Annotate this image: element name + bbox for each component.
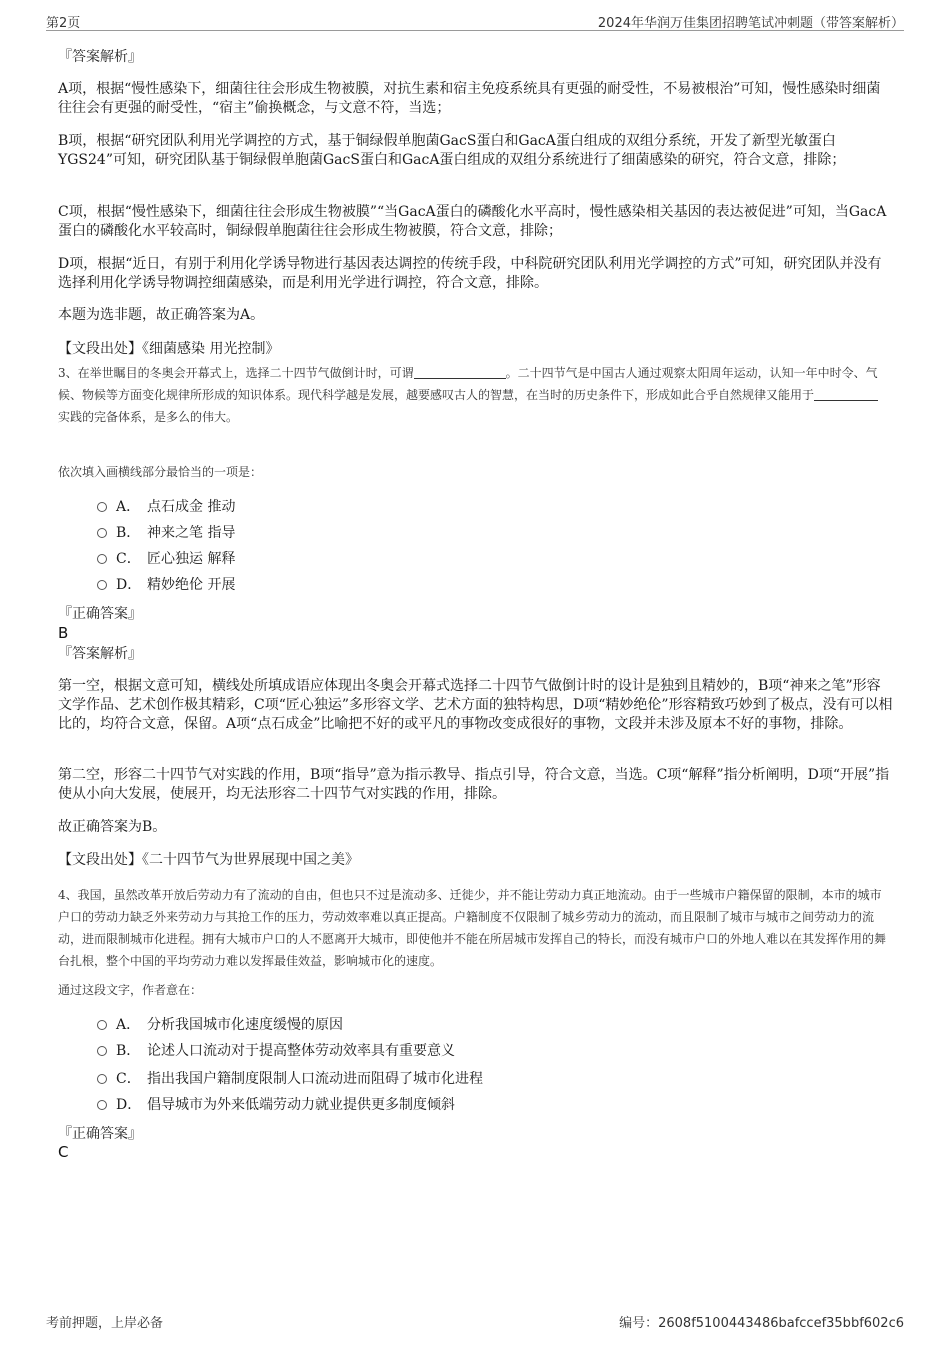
option-a[interactable]: A． 分析我国城市化速度缓慢的原因 — [97, 1015, 343, 1035]
stem-part-2: 。二十四节气是中国古人通过观察太阳周年运动，认知一年中时令、气候、物候等方面变化规律所形成的知识体系。现代科学越是发展，越要感叹古人的智慧，在当时的历史条件下，形成如此合乎自然规律又能用于 — [58, 366, 878, 402]
analysis-paragraph-a: A项，根据“慢性感染下，细菌往往会形成生物被膜，对抗生素和宿主免疫系统具有更强的耐受性，不易被根治”可知，慢性感染时细菌往往会有更强的耐受性，“宿主”偷换概念，与文意不符，当选； — [58, 81, 881, 116]
radio-icon[interactable] — [97, 1074, 107, 1084]
option-b[interactable]: B． 论述人口流动对于提高整体劳动效率具有重要意义 — [97, 1041, 455, 1061]
radio-icon[interactable] — [97, 502, 107, 512]
stem-part-3: 实践的完备体系，是多么的伟大。 — [58, 410, 239, 424]
document-id: 编号：2608f5100443486bafccef35bbf602c6 — [619, 1316, 904, 1331]
option-d[interactable]: D． 精妙绝伦 开展 — [97, 575, 235, 595]
page-number: 第2页 — [46, 16, 81, 31]
question-3-prompt: 依次填入画横线部分最恰当的一项是： — [58, 465, 263, 479]
document-title: 2024年华润万佳集团招聘笔试冲刺题（带答案解析） — [597, 16, 904, 31]
correct-answer: B — [58, 624, 69, 642]
option-c[interactable]: C． 指出我国户籍制度限制人口流动进而阻碍了城市化进程 — [97, 1069, 483, 1089]
source-citation: 【文段出处】《细菌感染 用光控制》 — [58, 341, 280, 357]
question-4-stem: 4、我国，虽然改革开放后劳动力有了流动的自由，但也只不过是流动多、迁徙少，并不能让劳动力真正地流动。由于一些城市户籍保留的限制，本市的城市户口的劳动力缺乏外来劳动力与其抢工作的压力，劳动效率难以真正提高。户籍制度不仅限制了城乡劳动力的流动，而且限制了城市与城市之间劳动力的流动，进而限制城市化进程。拥有大城市户口的人不愿离开大城市，即使他并不能在所居城市发挥自己的特长，而没有城市户口的外地人难以在其发挥作用的舞台扎根，整个中国的平均劳动力难以发挥最佳效益，影响城市化的速度。 — [58, 888, 887, 968]
analysis-label: 『答案解析』 — [58, 646, 142, 662]
page-footer — [46, 1312, 904, 1332]
radio-icon[interactable] — [97, 1046, 107, 1056]
conclusion: 故正确答案为B。 — [58, 819, 167, 835]
source-citation: 【文段出处】《二十四节气为世界展现中国之美》 — [58, 852, 359, 868]
correct-answer-label: 『正确答案』 — [58, 1126, 142, 1142]
analysis-label: 『答案解析』 — [58, 49, 142, 65]
analysis-paragraph-2: 第二空，形容二十四节气对实践的作用，B项“指导”意为指示教导、指点引导，符合文意，当选。C项“解释”指分析阐明，D项“开展”指使从小向大发展，使展开，均无法形容二十四节气对实践的作用，排除。 — [58, 767, 890, 802]
option-d[interactable]: D． 倡导城市为外来低端劳动力就业提供更多制度倾斜 — [97, 1095, 455, 1115]
analysis-paragraph-c: C项，根据“慢性感染下，细菌往往会形成生物被膜”“当GacA蛋白的磷酸化水平高时，慢性感染相关基因的表达被促进”可知，当GacA蛋白的磷酸化水平较高时，铜绿假单胞菌往往会形成生物被膜，符合文意，排除； — [58, 204, 887, 239]
radio-icon[interactable] — [97, 1100, 107, 1110]
option-b[interactable]: B． 神来之笔 指导 — [97, 523, 235, 543]
option-c[interactable]: C． 匠心独运 解释 — [97, 549, 235, 569]
radio-icon[interactable] — [97, 554, 107, 564]
question-3-stem — [58, 362, 890, 428]
radio-icon[interactable] — [97, 1020, 107, 1030]
blank-2 — [814, 388, 878, 401]
footer-slogan: 考前押题，上岸必备 — [46, 1316, 164, 1331]
correct-answer-label: 『正确答案』 — [58, 606, 142, 622]
radio-icon[interactable] — [97, 580, 107, 590]
analysis-paragraph-b: B项，根据“研究团队利用光学调控的方式，基于铜绿假单胞菌GacS蛋白和GacA蛋白组成的双组分系统，开发了新型光敏蛋白YGS24”可知，研究团队基于铜绿假单胞菌GacS蛋白和GacA蛋白组成的双组分系统进行了细菌感染的研究，符合文意，排除； — [58, 133, 846, 168]
question-4-prompt: 通过这段文字，作者意在： — [58, 983, 203, 997]
analysis-paragraph-d: D项，根据“近日，有别于利用化学诱导物进行基因表达调控的传统手段，中科院研究团队利用光学调控的方式”可知，研究团队并没有选择利用化学诱导物调控细菌感染，而是利用光学进行调控，符合文意，排除。 — [58, 256, 882, 291]
option-a[interactable]: A． 点石成金 推动 — [97, 497, 235, 517]
conclusion: 本题为选非题，故正确答案为A。 — [58, 307, 265, 323]
analysis-paragraph-1: 第一空，根据文意可知，横线处所填成语应体现出冬奥会开幕式选择二十四节气做倒计时的设计是独到且精妙的，B项“神来之笔”形容文学作品、艺术创作极其精彩，C项“匠心独运”多形容文学、艺术方面的独特构思，D项“精妙绝伦”形容精致巧妙到了极点，没有可以相比的，均符合文意，保留。A项“点石成金”比喻把不好的或平凡的事物改变成很好的事物，文段并未涉及原本不好的事物，排除。 — [58, 678, 893, 732]
page-header — [46, 8, 904, 31]
blank-1 — [414, 366, 506, 379]
stem-part-1: 3、在举世瞩目的冬奥会开幕式上，选择二十四节气做倒计时，可谓 — [58, 366, 414, 380]
correct-answer: C — [58, 1143, 69, 1161]
radio-icon[interactable] — [97, 528, 107, 538]
